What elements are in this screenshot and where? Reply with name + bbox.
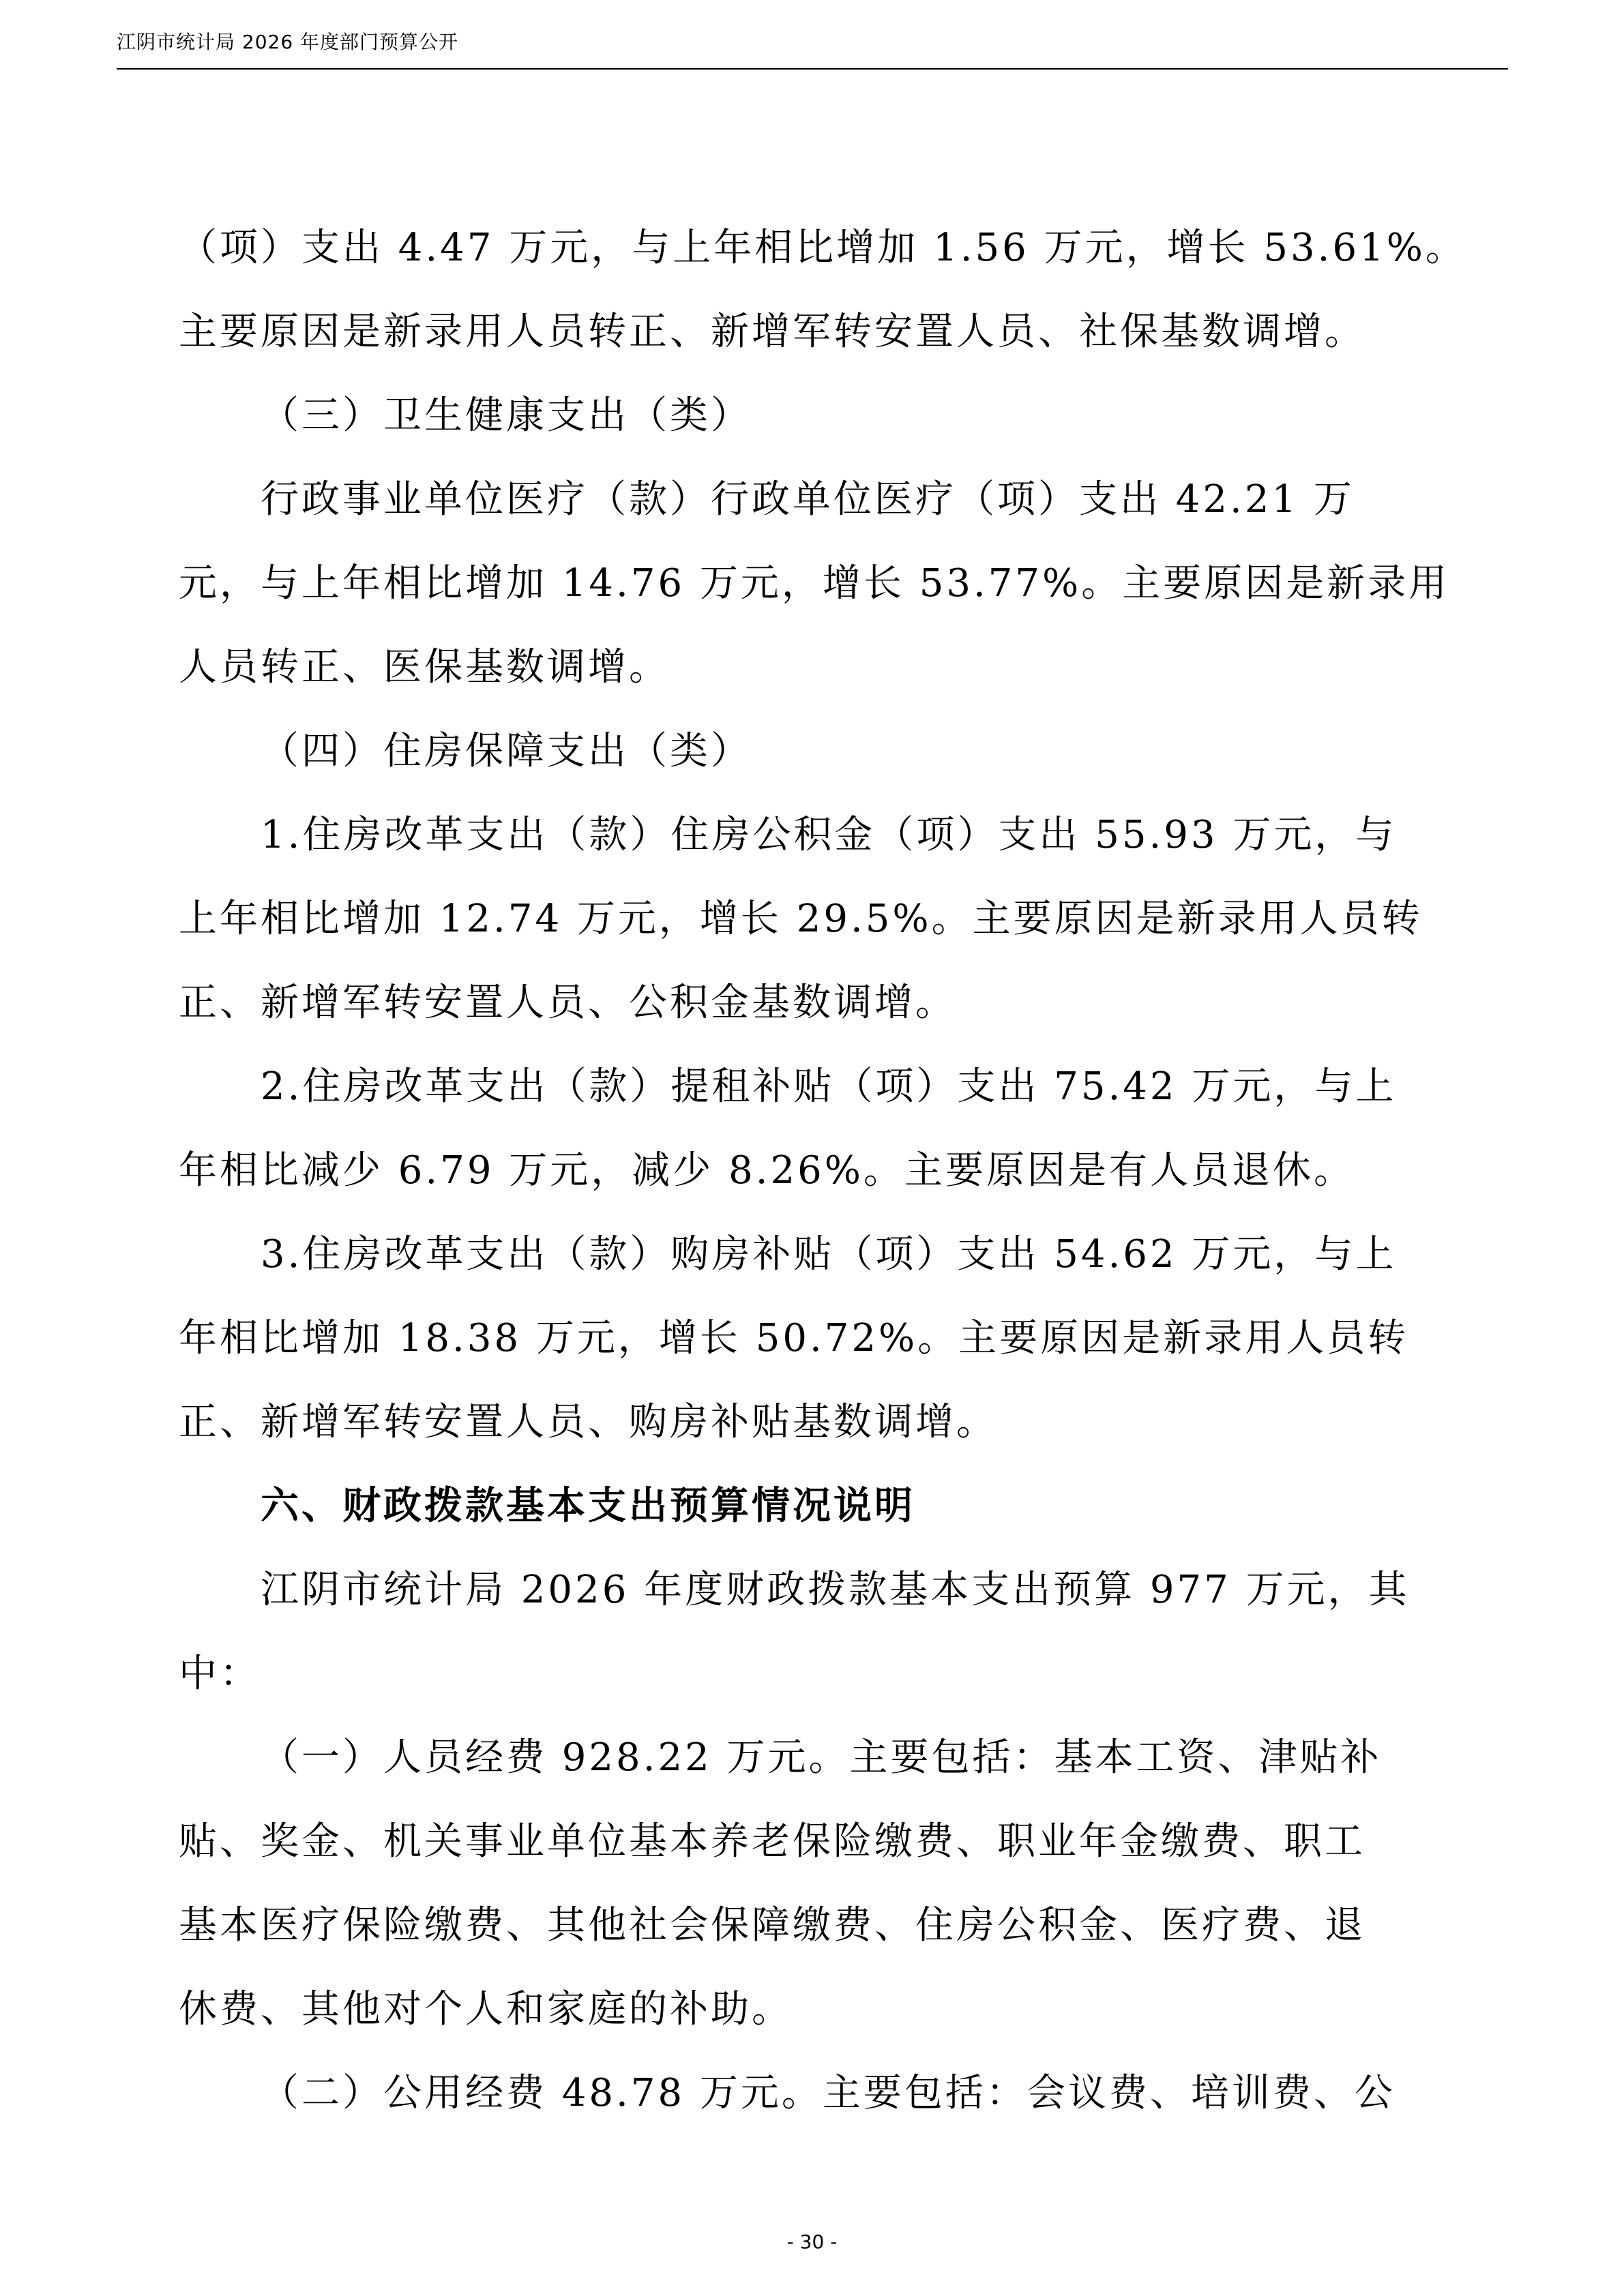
text-line: 元，与上年相比增加 14.76 万元，增长 53.77%。主要原因是新录用 bbox=[179, 561, 1450, 606]
text-line: （四）住房保障支出（类） bbox=[261, 729, 752, 773]
text-line: （二）公用经费 48.78 万元。主要包括：会议费、培训费、公 bbox=[261, 2071, 1396, 2115]
text-line: 正、新增军转安置人员、购房补贴基数调增。 bbox=[179, 1400, 997, 1444]
text-line: 贴、奖金、机关事业单位基本养老保险缴费、职业年金缴费、职工 bbox=[179, 1819, 1365, 1864]
text-line: 年相比增加 18.38 万元，增长 50.72%。主要原因是新录用人员转 bbox=[179, 1316, 1409, 1360]
page-header bbox=[117, 27, 1508, 70]
text-line: 休费、其他对个人和家庭的补助。 bbox=[179, 1987, 793, 2031]
text-line: 上年相比增加 12.74 万元，增长 29.5%。主要原因是新录用人员转 bbox=[179, 897, 1423, 941]
text-line: 基本医疗保险缴费、其他社会保障缴费、住房公积金、医疗费、退 bbox=[179, 1903, 1365, 1948]
text-line: 1.住房改革支出（款）住房公积金（项）支出 55.93 万元，与 bbox=[261, 813, 1397, 857]
document-body bbox=[179, 206, 1466, 2135]
text-line: 中： bbox=[179, 1652, 261, 1696]
header-title: 江阴市统计局 2026 年度部门预算公开 bbox=[117, 31, 459, 53]
text-line: 行政事业单位医疗（款）行政单位医疗（项）支出 42.21 万 bbox=[261, 477, 1355, 522]
text-line: 主要原因是新录用人员转正、新增军转安置人员、社保基数调增。 bbox=[179, 310, 1365, 354]
text-line: 正、新增军转安置人员、公积金基数调增。 bbox=[179, 981, 956, 1025]
text-line: （项）支出 4.47 万元，与上年相比增加 1.56 万元，增长 53.61%。 bbox=[179, 226, 1466, 270]
text-line: 人员转正、医保基数调增。 bbox=[179, 645, 670, 689]
text-line: （一）人员经费 928.22 万元。主要包括：基本工资、津贴补 bbox=[261, 1735, 1382, 1780]
text-line: 3.住房改革支出（款）购房补贴（项）支出 54.62 万元，与上 bbox=[261, 1232, 1397, 1277]
text-line: 年相比减少 6.79 万元，减少 8.26%。主要原因是有人员退休。 bbox=[179, 1148, 1355, 1193]
text-line: 2.住房改革支出（款）提租补贴（项）支出 75.42 万元，与上 bbox=[261, 1064, 1397, 1109]
page-number: - 30 - bbox=[786, 2231, 838, 2253]
section-heading: 六、财政拨款基本支出预算情况说明 bbox=[261, 1483, 915, 1528]
text-line: 江阴市统计局 2026 年度财政拨款基本支出预算 977 万元，其 bbox=[261, 1568, 1410, 1612]
text-line: （三）卫生健康支出（类） bbox=[261, 393, 752, 438]
